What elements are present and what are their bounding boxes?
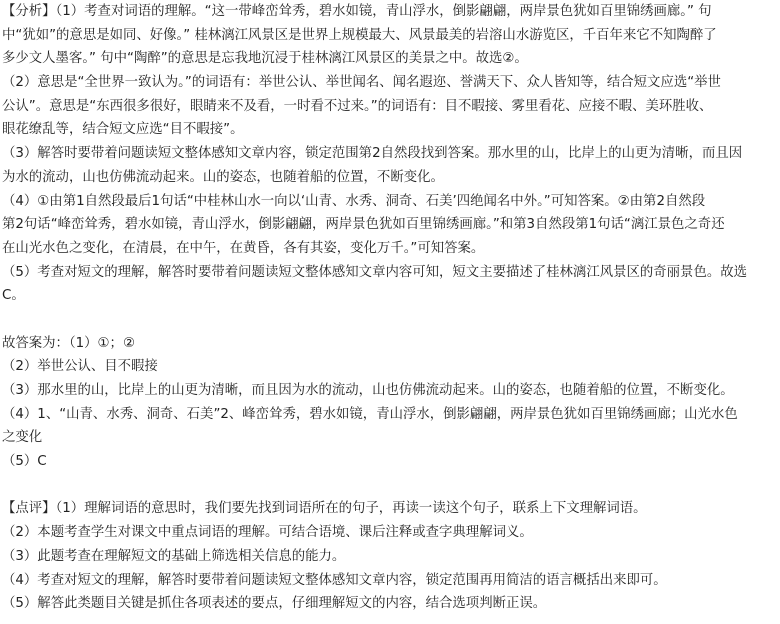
comment-line: 【点评】（1）理解词语的意思时，我们要先找到词语所在的句子，再读一读这个句子，联系上下文理解词语。: [2, 501, 647, 517]
analysis-line: 第2句话“峰峦耸秀，碧水如镜，青山浮水，倒影翩翩，两岸景色犹如百里锦绣画廊。”和第3自然段第1句话“漓江景色之奇还: [2, 217, 725, 233]
answer-line: （4）1、“山青、水秀、洞奇、石美”2、峰峦耸秀，碧水如镜，青山浮水，倒影翩翩，两岸景色犹如百里锦绣画廊；山光水色: [2, 406, 738, 422]
answer-line: 之变化: [2, 430, 43, 446]
analysis-line: 公认”。意思是“东西很多很好，眼睛来不及看，一时看不过来。”的词语有：目不暇接、雾里看花、应接不暇、美环胜收、: [2, 98, 713, 114]
comment-line: （4）考查对短文的理解，解答时要带着问题读短文整体感知文章内容，锁定范围再用简洁的语言概括出来即可。: [2, 572, 667, 588]
analysis-section: [2, 0, 777, 308]
answer-line: （3）那水里的山，比岸上的山更为清晰，而且因为水的流动，山也仿佛流动起来。山的姿态，也随着船的位置，不断变化。: [2, 383, 734, 398]
answer-line: （2）举世公认、目不暇接: [2, 359, 158, 375]
comment-section: [2, 497, 777, 615]
answer-section: [2, 332, 777, 474]
analysis-line: （4）①由第1自然段最后1句话“中桂林山水一向以‘山青、水秀、洞奇、石美’四绝闻名中外。”可知答案。②由第2自然段: [2, 193, 706, 209]
analysis-line: 眼花缭乱等，结合短文应选“目不暇接”。: [2, 122, 244, 138]
comment-line: （2）本题考查学生对课文中重点词语的理解。可结合语境、课后注释或查字典理解词义。: [2, 525, 533, 541]
analysis-line: 多少文人墨客。” 句中“陶醉”的意思是忘我地沉浸于桂林漓江风景区的美景之中。故选②。: [2, 51, 528, 67]
answer-line: （5）C: [2, 454, 47, 470]
analysis-line: （5）考查对短文的理解，解答时要带着问题读短文整体感知文章内容可知，短文主要描述了桂林漓江风景区的奇丽景色。故选: [2, 264, 747, 280]
analysis-line: 为水的流动，山也仿佛流动起来。山的姿态，也随着船的位置，不断变化。: [2, 169, 444, 185]
analysis-line: （2）意思是“全世界一致认为。”的词语有：举世公认、举世闻名、闻名遐迩、誉满天下、众人皆知等，结合短文应选“举世: [2, 75, 721, 91]
comment-line: （5）解答此类题目关键是抓住各项表述的要点，仔细理解短文的内容，结合选项判断正误。: [2, 596, 547, 612]
analysis-line: 【分析】（1）考查对词语的理解。“这一带峰峦耸秀，碧水如镜，青山浮水，倒影翩翩，两岸景色犹如百里锦绣画廊。” 句: [2, 4, 712, 19]
analysis-line: 在山光水色之变化，在清晨，在中午，在黄昏，各有其姿，变化万千。”可知答案。: [2, 240, 485, 256]
spacer: [2, 308, 777, 332]
spacer: [2, 474, 777, 498]
comment-line: （3）此题考查在理解短文的基础上筛选相关信息的能力。: [2, 548, 346, 564]
analysis-line: 中“犹如”的意思是如同、好像。” 桂林漓江风景区是世界上规模最大、风景最美的岩溶山水游览区，千百年来它不知陶醉了: [2, 27, 717, 43]
answer-line: 故答案为：（1）①；②: [2, 335, 135, 351]
analysis-line: （3）解答时要带着问题读短文整体感知文章内容，锁定范围第2自然段找到答案。那水里的山，比岸上的山更为清晰，而且因: [2, 146, 743, 162]
analysis-line: C。: [2, 288, 25, 304]
